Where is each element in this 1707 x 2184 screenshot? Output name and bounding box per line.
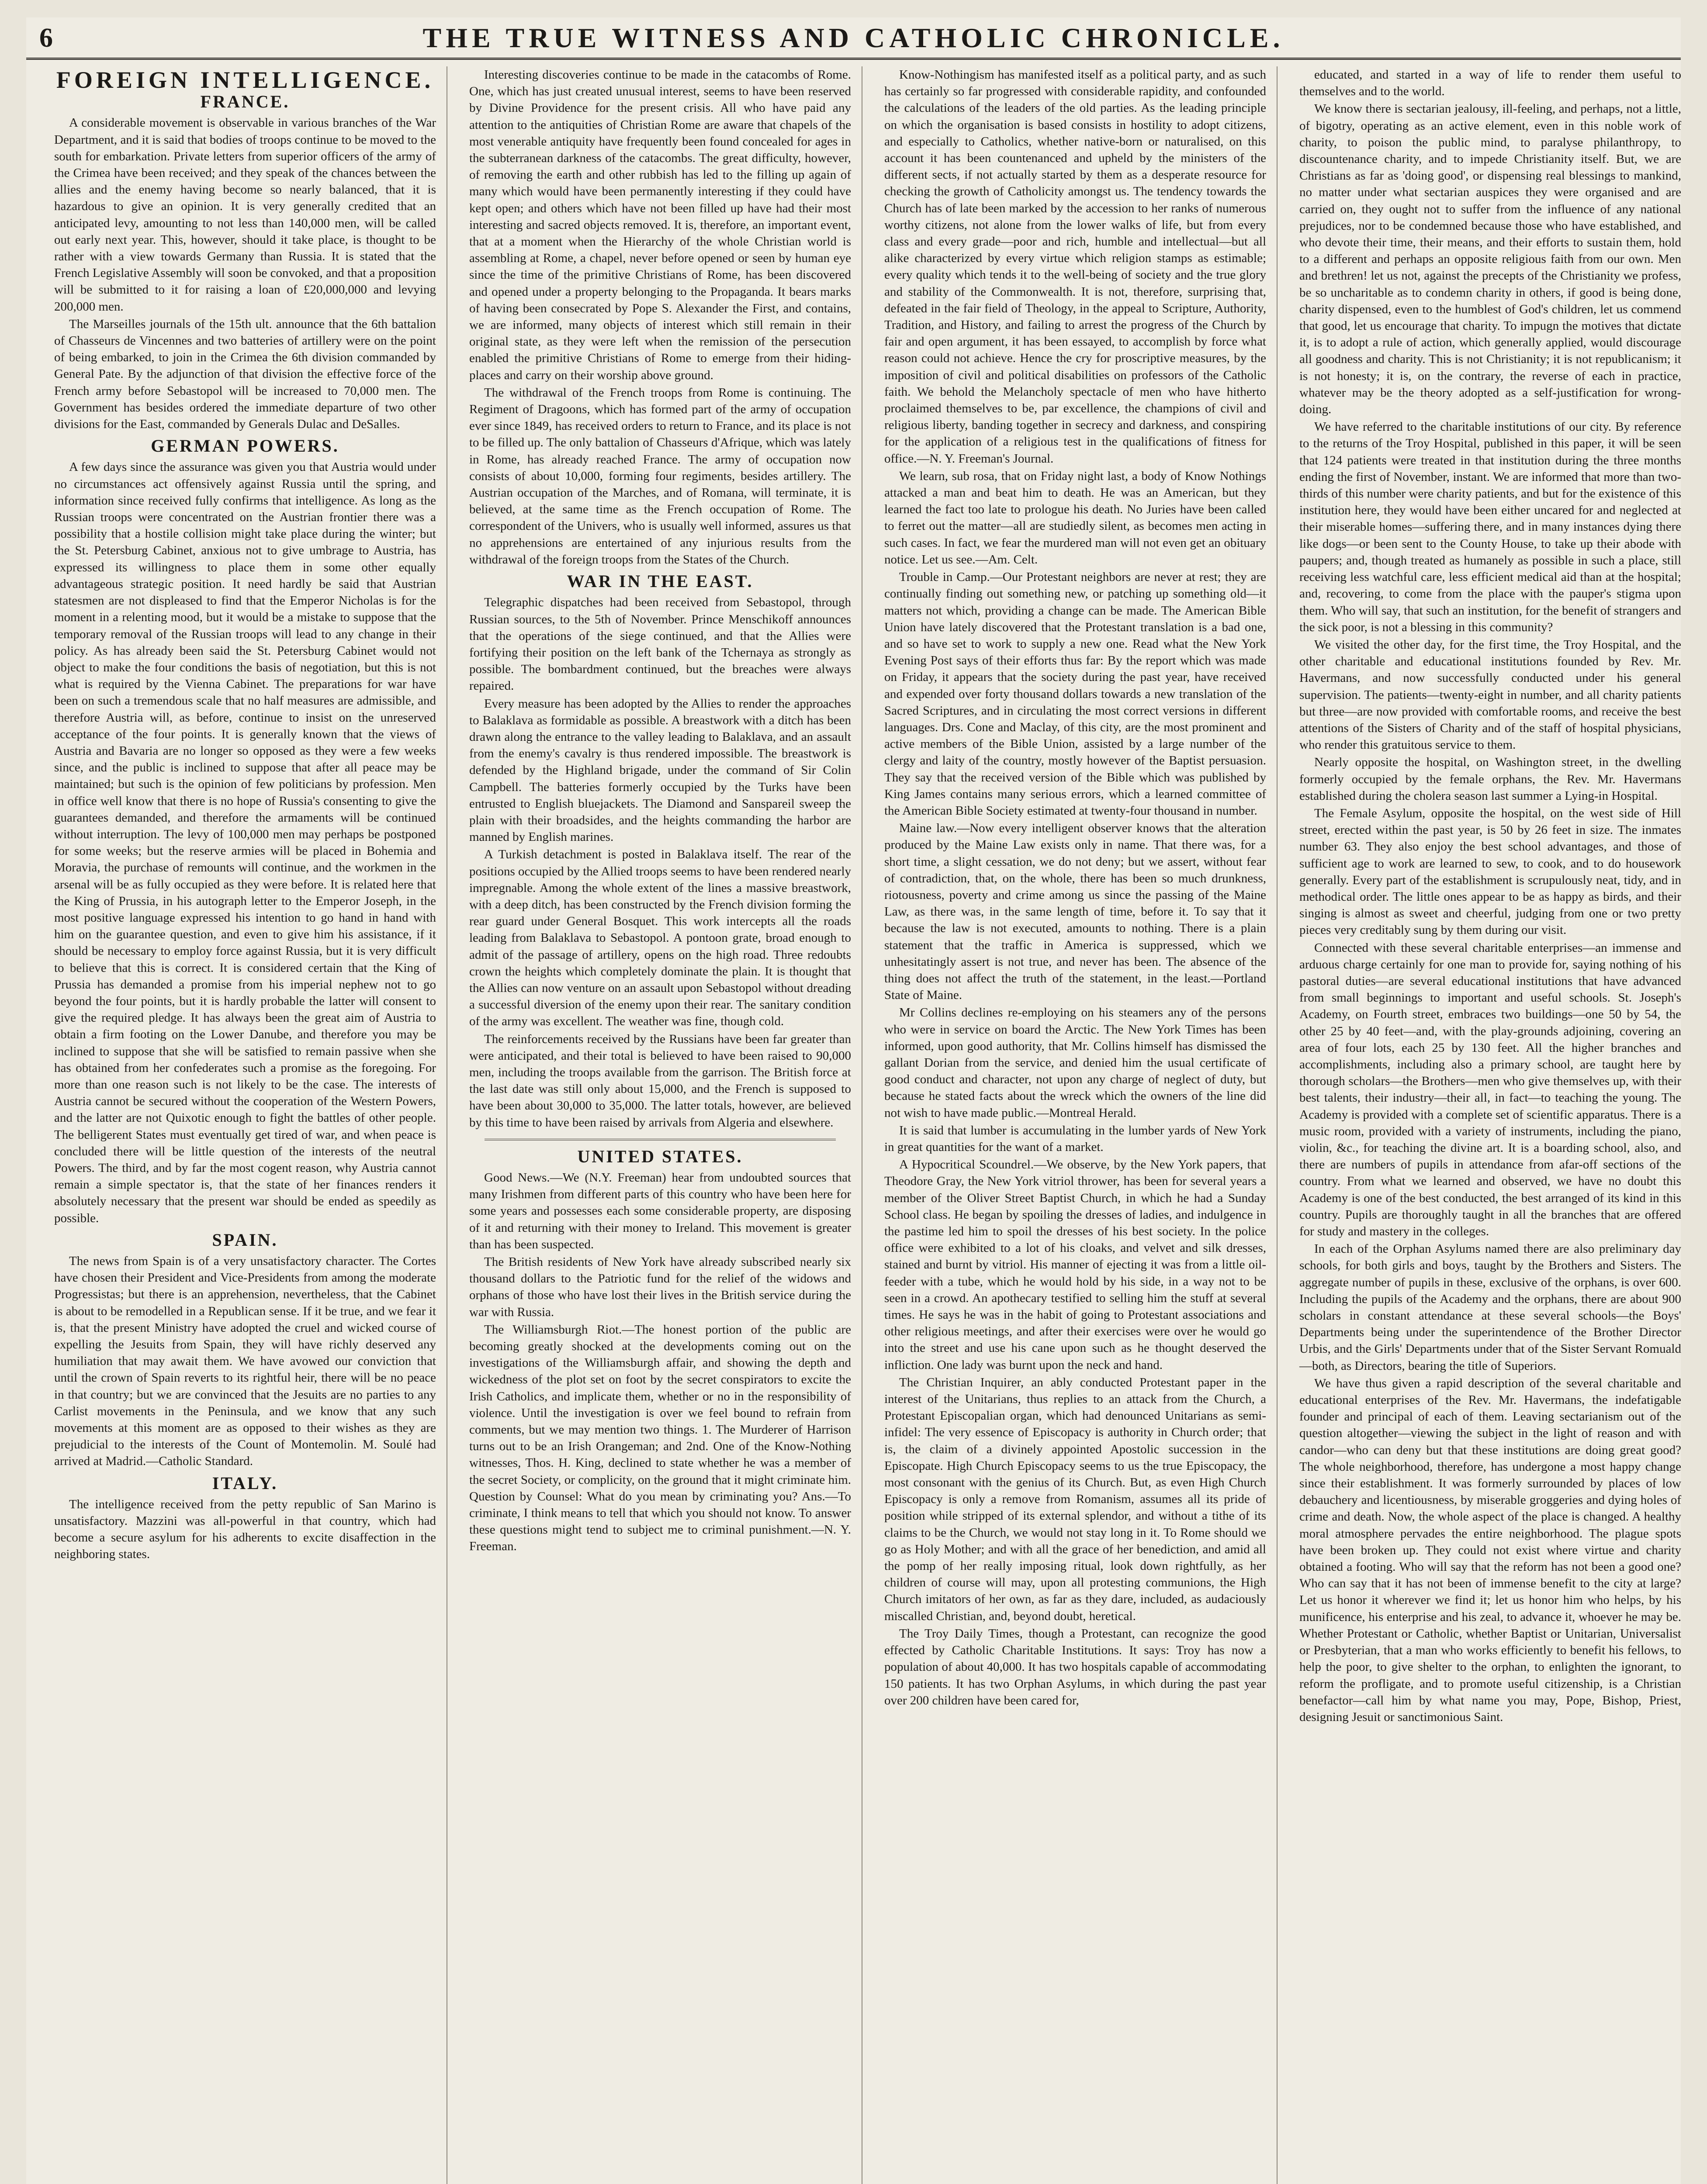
article-paragraph: Good News.—We (N.Y. Freeman) hear from undoubted sources that many Irishmen from different parts of this country who have been here for some years and possesses each some considerable property, are disposing of it and returning with their money to Ireland. This movement is greater than has been suspected. xyxy=(469,1171,851,1251)
section-heading: ITALY. xyxy=(212,1473,278,1493)
article-paragraph: The intelligence received from the petty republic of San Marino is unsatisfactory. Mazzini was all-powerful in that country, which had become a secure asylum for his adherents to excite disaffection in the neighboring states. xyxy=(54,1497,436,1562)
article-paragraph: We have thus given a rapid description of the several charitable and educational enterprises of the Rev. Mr. Havermans, the indefatigable founder and principal of each of them. Leaving sectarianism out of the question altogether—viewing the subject in the light of reason and with candor—who can deny but that these institutions are doing great good? The whole neighborhood, therefore, has undergone a most happy change since their establishment. It was formerly surrounded by places of low debauchery and licentiousness, by miserable groggeries and dying holes of crime and death. Now, the whole aspect of the place is changed. A healthy moral atmosphere pervades the entire neighborhood. The plague spots have been broken up. They could not exist where virtue and charity obtained a footing. Who will say that the reform has not been a good one? Who can say that it has not been of immense benefit to the city at large? Let us honor it wherever we find it; let us honor him who helps, by his munificence, his enterprise and his zeal, to advance it, whoever he may be. Whether Protestant or Catholic, whether Baptist or Unitarian, Universalist or Presbyterian, that a man who works efficiently to benefit his fellows, to help the poor, to give shelter to the orphan, to enlighten the ignorant, to reform the profligate, and to promote useful citizenship, is a Christian benefactor—call him by what name you may, Pope, Bishop, Priest, designing Jesuit or sanctimonious Saint. xyxy=(1299,1376,1681,1724)
column-1 xyxy=(44,66,447,2184)
article-paragraph: It is said that lumber is accumulating in the lumber yards of New York in great quantities for the want of a market. xyxy=(884,1123,1266,1154)
article-paragraph: Know-Nothingism has manifested itself as a political party, and as such has certainly so far progressed with considerable rapidity, and confounded the calculations of the leaders of the old parties. As the leading principle on which the organisation is based consists in hostility to adopt citizens, and especially to Catholics, whether native-born or naturalised, on this account it has been countenanced and upheld by the ministers of the different sects, if not actually started by them as a desperate resource for checking the growth of Catholicity amongst us. The tendency towards the Church has of late been marked by the accession to her ranks of numerous worthy citizens, not alone from the lower walks of life, but from every class and every grade—poor and rich, humble and intellectual—but all alike characterized by every virtue which religion stamps as estimable; every quality which tends it to the well-being of society and the true glory and stability of the Commonwealth. It is not, therefore, surprising that, defeated in the fair field of Theology, in the appeal to Scripture, Authority, Tradition, and History, and failing to arrest the progress of the Church by fair and open argument, it has been essayed, to accomplish by force what reason could not achieve. Hence the cry for proscriptive measures, by the imposition of civil and political disabilities on professors of the Catholic faith. We behold the Melancholy spectacle of men who have hitherto proclaimed themselves to be, par excellence, the champions of civil and religious liberty, banding together in secrecy and darkness, and conspiring for the application of a religious test in the qualifications of fitness for office.—N. Y. Freeman's Journal. xyxy=(884,68,1266,466)
article-paragraph: educated, and started in a way of life to render them useful to themselves and to the world. xyxy=(1299,68,1681,99)
article-paragraph: The withdrawal of the French troops from Rome is continuing. The Regiment of Dragoons, which has formed part of the army of occupation ever since 1849, has received orders to return to France, and its place is not to be filled up. The only battalion of Chasseurs d'Afrique, which was lately in Rome, has already reached France. The army of occupation now consists of about 10,000, forming four regiments, besides artillery. The Austrian occupation of the Marches, and of Romana, will terminate, it is believed, at the same time as the French occupation of Rome. The correspondent of the Univers, who is usually well informed, assures us that no apprehensions are entertained of any injurious results from the withdrawal of the foreign troops from the States of the Church. xyxy=(469,385,851,567)
section-heading: FRANCE. xyxy=(200,92,290,112)
newspaper-title: THE TRUE WITNESS AND CATHOLIC CHRONICLE. xyxy=(422,22,1285,53)
column-4 xyxy=(1289,66,1692,2184)
article-paragraph: The Female Asylum, opposite the hospital, on the west side of Hill street, erected within the past year, is 50 by 26 feet in size. The inmates number 63. They also enjoy the best school advantages, and those of sufficient age to work are learned to sew, to cook, and to do housework generally. Every part of the establishment is scrupulously neat, tidy, and in methodical order. The little ones appear to be as happy as birds, and their singing is almost as sweet and cheerful, judging from one or two pretty pieces very creditably sung by them during our visit. xyxy=(1299,806,1681,937)
article-paragraph: We visited the other day, for the first time, the Troy Hospital, and the other charitable and educational institutions founded by Rev. Mr. Havermans, and now successfully conducted under his general supervision. The patients—twenty-eight in number, and all charity patients but three—are now provided with comfortable rooms, and receive the best attentions of the Sisters of Charity and of the staff of hospital physicians, who render this gratuitous service to them. xyxy=(1299,637,1681,752)
section-heading: UNITED STATES. xyxy=(577,1146,743,1166)
article-paragraph: A Hypocritical Scoundrel.—We observe, by the New York papers, that Theodore Gray, the New York vitriol thrower, has been for several years a member of the Oliver Street Baptist Church, in which he had a Sunday School class. He began by spoiling the dresses of ladies, and indulgence in the pastime led him to spoil the dresses of his best society. In the police office were exhibited to a lot of his cloaks, and velvet and silk dresses, stained and burnt by vitriol. His manner of ejecting it was from a little oil-feeder with a tube, which he would hold by his side, in a way not to be seen in a crowd. An apothecary testified to selling him the stuff at several times. He says he was in the habit of going to Protestant associations and other religious meetings, and after their exercises were over he would go into the street and use his cane upon such as he thought deserved the infliction. One lady was burnt upon the neck and hand. xyxy=(884,1158,1266,1372)
section-heading: GERMAN POWERS. xyxy=(151,436,339,456)
article-paragraph: The Troy Daily Times, though a Protestant, can recognize the good effected by Catholic Charitable Institutions. It says: Troy has now a population of about 40,000. It has two hospitals capable of accommodating 150 patients. It has two Orphan Asylums, in which during the past year over 200 children have been cared for, xyxy=(884,1626,1266,1707)
article-paragraph: Interesting discoveries continue to be made in the catacombs of Rome. One, which has just created unusual interest, seems to have been reserved by Divine Providence for the present crisis. All who have paid any attention to the antiquities of Christian Rome are aware that chapels of the most venerable antiquity have frequently been found concealed for ages in the subterranean darkness of the catacombs. The great difficulty, however, of removing the earth and other rubbish has led to the filling up again of many which would have been permanently interesting if they could have kept open; and others which have not been filled up have had their most interesting and sacred objects removed. It is, therefore, an important event, that at a moment when the Hierarchy of the whole Christian world is assembling at Rome, a chapel, never before opened or seen by human eye since the time of the primitive Christians of Rome, has been discovered and opened under a property belonging to the Propaganda. It bears marks of having been consecrated by Pope S. Alexander the First, and contains, we are informed, many objects of interest which still remain in their original state, as they were left when the remission of the persecution enabled the primitive Christians of Rome to emerge from their hiding-places and carry on their worship above ground. xyxy=(469,68,851,382)
article-paragraph: In each of the Orphan Asylums named there are also preliminary day schools, for both girls and boys, taught by the Brothers and Sisters. The aggregate number of pupils in these, exclusive of the orphans, is over 600. Including the pupils of the Academy and the orphans, there are about 900 scholars in constant attendance at these several schools—the Boys' Departments being under the superintendence of the Brother Director Urbis, and the Girls' Departments under that of the Sister Servant Romuald—both, as Directors, bearing the title of Superiors. xyxy=(1299,1242,1681,1373)
article-paragraph: Maine law.—Now every intelligent observer knows that the alteration produced by the Maine Law exists only in name. That there was, for a short time, a slight cessation, we do not deny; but we assert, without fear of contradiction, that, on the whole, there has been so much drunkness, riotousness, poverty and crime among us since the passing of the Maine Law, as there was, in the same length of time, before it. To say that it because the law is not executed, amounts to nothing. There is a plain statement that the traffic in America is suppressed, which we unhesitatingly assert is not true, and never has been. The absence of the thing does not affect the truth of the statement, in the least.—Portland State of Maine. xyxy=(884,821,1266,1002)
article-paragraph: Nearly opposite the hospital, on Washington street, in the dwelling formerly occupied by the female orphans, the Rev. Mr. Havermans established during the cholera season last summer a Lying-in Hospital. xyxy=(1299,755,1681,803)
article-paragraph: Connected with these several charitable enterprises—an immense and arduous charge certainly for one man to provide for, saying nothing of his pastoral duties—are several educational institutions that have advanced from small beginnings to important and useful schools. St. Joseph's Academy, on Fourth street, embraces two buildings—one 50 by 54, the other 25 by 40 feet—and, with the play-grounds adjoining, covering an area of four lots, each 25 by 130 feet. All the higher branches and accomplishments, including also a primary school, are taught here by thorough scholars—the Brothers—men who give themselves up, with their best talents, their industry—their all, in fact—to teaching the young. The Academy is provided with a complete set of scientific apparatus. There is a music room, provided with a variety of instruments, including the piano, violin, &c., for teaching the divine art. It is a boarding school, also, and there are numbers of pupils in attendance from afar-off sections of the country. From what we learned and observed, we have no doubt this Academy is one of the best conducted, the best arranged of its kind in this country. Pupils are thoroughly taught in all the branches that are offered for study and mastery in the colleges. xyxy=(1299,940,1681,1239)
article-paragraph: We know there is sectarian jealousy, ill-feeling, and perhaps, not a little, of bigotry, operating as an active element, even in this noble work of charity, to poison the public mind, to paralyse philanthropy, to discountenance charity, and to impede Christianity itself. But, we are Christians as far as 'doing good', or dispensing real blessings to mankind, no matter under what sectarian auspices they were organised and are carried on, they ought not to suffer from the influence of any national prejudices, nor to be condemned because those who have established, and who devote their time, their means, and their efforts to sustain them, hold to a different and perhaps an opposite religious faith from our own. Men and brethren! let us not, against the precepts of the Christianity we profess, be so uncharitable as to condemn charity in others, if good is being done, charity dispensed, even to the humblest of God's children, let us commend that good, let us encourage that charity. To impugn the motives that dictate it, is to adopt a rule of action, which generally applied, would discourage all goodness and charity. This is not Christianity; it is not republicanism; it is not honesty; it is, on the contrary, the reverse of each in practice, whatever may be the theory adopted as a self-justification for wrong-doing. xyxy=(1299,102,1681,417)
article-paragraph: The Marseilles journals of the 15th ult. announce that the 6th battalion of Chasseurs de Vincennes and two batteries of artillery were on the point of being embarked, to join in the Crimea the 6th division commanded by General Pate. By the adjunction of that division the effective force of the French army before Sebastopol will be increased to 70,000 men. The Government has besides ordered the immediate departure of two other divisions for the East, commanded by Generals Dulac and DeSalles. xyxy=(54,317,436,432)
page-number: 6 xyxy=(39,23,53,53)
article-paragraph: Telegraphic dispatches had been received from Sebastopol, through Russian sources, to the 5th of November. Prince Menschikoff announces that the operations of the siege continued, and that the Allies were fortifying their position on the left bank of the Tchernaya as strongly as possible. The bombardment continued, but the breaches were always repaired. xyxy=(469,595,851,693)
column-2 xyxy=(459,66,862,2184)
article-paragraph: Every measure has been adopted by the Allies to render the approaches to Balaklava as formidable as possible. A breastwork with a ditch has been drawn along the entrance to the valley leading to Balaklava, and an assault from the enemy's cavalry is thus rendered impossible. The breastwork is defended by the Highland brigade, under the command of Sir Colin Campbell. The batteries formerly occupied by the Turks have been entrusted to English bluejackets. The Diamond and Sanspareil sweep the plain with their broadsides, and the heights commanding the harbor are manned by English marines. xyxy=(469,696,851,844)
newspaper-page xyxy=(26,17,1681,2184)
article-paragraph: A few days since the assurance was given you that Austria would under no circumstances act offensively against Russia until the spring, and information since received fully confirms that intelligence. As long as the Russian troops were concentrated on the Austrian frontier there was a possibility that a hostile collision might take place during the winter; but the St. Petersburg Cabinet, anxious not to give umbrage to Austria, has expressed its willingness to place them in some other equally advantageous strategic position. It need hardly be said that Austrian statesmen are not displeased to find that the Emperor Nicholas is for the moment in a relenting mood, but it would be a mistake to suppose that the temporary removal of the Russian troops will lead to any change in their policy. As has already been said the St. Petersburg Cabinet would not object to make the four conditions the basis of negotiation, but this is not what is required by the Vienna Cabinet. The preparations for war have been on such a tremendous scale that no half measures are admissible, and therefore Austria will, as before, continue to insist on the unreserved acceptance of the four points. It is generally known that the views of Austria and Bavaria are no longer so opposed as they were a few weeks since, and the public is inclined to suppose that after all peace may be maintained; but such is the opinion of few politicians by profession. Men in office well know that there is no hope of Russia's consenting to give the guarantees demanded, and therefore the armaments will be continued without interruption. The levy of 100,000 men may perhaps be postponed for some weeks; but the reserve armies will be placed in Bohemia and Moravia, the purchase of remounts will continue, and the workmen in the arsenal will be as fully occupied as they were before. It is related here that the King of Prussia, in his autograph letter to the Emperor Joseph, in the most positive language expressed his intention to go hand in hand with him on the guarantee question, and even to give him his assistance, if it should be necessary to employ force against Russia, but it is very difficult to believe that this is correct. It is considered certain that the King of Prussia has demanded a promise from his imperial nephew not to go beyond the four points, but it is hardly probable the latter will consent to give the required pledge. It has always been the great aim of Austria to obtain a firm footing on the Lower Danube, and therefore you may be inclined to suppose that she will be satisfied to remain passive when she has obtained from her confederates such a promise as the foregoing. For more than one reason such is not likely to be the case. The interests of Austria cannot be secured without the cooperation of the Western Powers, and the latter are not Quixotic enough to fight the battles of other people. The belligerent States must eventually get tired of war, and when peace is concluded there will be little question of the interests of the neutral Powers. The third, and by far the most cogent reason, why Austria cannot remain a simple spectator is, that the state of her finances renders it absolutely necessary that the present war should be ended as speedily as possible. xyxy=(54,460,436,1225)
section-divider xyxy=(485,1139,836,1140)
masthead xyxy=(26,17,1681,60)
article-paragraph: We learn, sub rosa, that on Friday night last, a body of Know Nothings attacked a man and beat him to death. He was an American, but they learned the fact too late to prologue his death. No Juries have been called to ferret out the matter—all are studiedly silent, as becomes men acting in such cases. In fact, we fear the murdered man will not even get an obituary notice. Let us see.—Am. Celt. xyxy=(884,469,1266,567)
article-paragraph: Mr Collins declines re-employing on his steamers any of the persons who were in service on board the Arctic. The New York Times has been informed, upon good authority, that Mr. Collins himself has dismissed the gallant Dorian from the service, and denied him the usual certificate of good conduct and character, not upon any charge of neglect of duty, but because he stated facts about the wreck which the owners of the line did not wish to have made public.—Montreal Herald. xyxy=(884,1006,1266,1120)
article-paragraph: We have referred to the charitable institutions of our city. By reference to the returns of the Troy Hospital, published in this paper, it will be seen that 124 patients were treated in that institution during the three months ending the first of November, instant. We are informed that more than two-thirds of this number were charity patients, and but for the existence of this institution here, they would have been either uncared for and neglected at their miserable homes—suffering there, and in many instances dying there like dogs—or been sent to the County House, to take up their abode with paupers; and, though treated as humanely as possible in such a place, still receiving less watchful care, less efficient medical aid than at the hospital; and, recovering, to come from the place with the pauper's stigma upon them. Who will say, that such an institution, for the benefit of strangers and the sick poor, is not a blessing in this community? xyxy=(1299,420,1681,634)
columns xyxy=(44,66,1681,2184)
section-heading: SPAIN. xyxy=(212,1230,278,1250)
article-paragraph: The reinforcements received by the Russians have been far greater than were anticipated, and their total is believed to have been raised to 90,000 men, including the troops available from the garrison. The British force at the last date was still only about 15,000, and the French is supposed to have been about 30,000 to 35,000. The latter totals, however, are believed by this time to have been raised by arrivals from Algeria and elsewhere. xyxy=(469,1032,851,1130)
article-paragraph: The Christian Inquirer, an ably conducted Protestant paper in the interest of the Unitarians, thus replies to an attack from the Church, a Protestant Episcopalian organ, which had denounced Unitarians as semi-infidel: The very essence of Episcopacy is authority in Church order; that is, the claim of a divinely appointed Apostolic succession in the Episcopate. High Church Episcopacy seems to us the true Episcopacy, the most consonant with the genius of its Church. But, as even High Church Episcopacy is only a remove from Romanism, assumes all its pride of position while stripped of its external splendor, and without a tithe of its claims to be the Church, we would not stay long in it. To Rome should we go as Holy Mother; and with all the grace of her benediction, and amid all the pomp of her really imposing ritual, look down rightfully, as her children of course will may, upon all protesting communions, the High Church imitators of her own, as far as they dare, included, as audaciously miscalled Christian, and, beyond doubt, heretical. xyxy=(884,1375,1266,1623)
section-heading: FOREIGN INTELLIGENCE. xyxy=(56,67,434,93)
column-3 xyxy=(874,66,1278,2184)
article-paragraph: A considerable movement is observable in various branches of the War Department, and it is said that bodies of troops continue to be moved to the south for embarkation. Private letters from superior officers of the army of the Crimea have been received; and they speak of the chances between the allies and the enemy having become so nearly balanced, that it is hazardous to give an opinion. It is very generally credited that an anticipated levy, amounting to not less than 140,000 men, will be called out early next year. This, however, should it take place, is thought to be rather with a view towards Germany than Russia. It is stated that the French Legislative Assembly will soon be convoked, and that a proposition will be submitted to it for raising a loan of £20,000,000 and levying 200,000 men. xyxy=(54,116,436,314)
section-heading: WAR IN THE EAST. xyxy=(567,571,754,591)
article-paragraph: A Turkish detachment is posted in Balaklava itself. The rear of the positions occupied by the Allied troops seems to have been rendered nearly impregnable. Among the whole extent of the lines a massive breastwork, with a deep ditch, has been constructed by the French division forming the rear guard under General Bosquet. This work intercepts all the roads leading from Balaklava to Sebastopol. A pontoon grate, broad enough to admit of the passage of artillery, opens on the high road. Three redoubts crown the heights which completely dominate the plain. It is thought that the Allies can now venture on an assault upon Sebastopol without dreading a successful diversion of the enemy upon their rear. The sanitary condition of the army was excellent. The weather was fine, though cold. xyxy=(469,847,851,1029)
article-paragraph: Trouble in Camp.—Our Protestant neighbors are never at rest; they are continually finding out something new, or patching up something old—it matters not which, providing a change can be made. The American Bible Union have lately discovered that the Protestant translation is a bad one, and so have set to work to supply a new one. Read what the New York Evening Post says of their efforts thus far: By the report which was made on Friday, it appears that the society during the past year, have received and expended over forty thousand dollars towards a new translation of the Sacred Scriptures, and in circulating the most correct versions in different languages. Drs. Cone and Maclay, of this city, are the most prominent and active members of the Bible Union, assisted by a large number of the clergy and laity of the country, mostly however of the Baptist persuasion. They say that the received version of the Bible which was published by King James contains many serious errors, which a learned committee of the American Bible Society estimated at twenty-four thousand in number. xyxy=(884,570,1266,818)
article-paragraph: The Williamsburgh Riot.—The honest portion of the public are becoming greatly shocked at the developments coming out on the investigations of the Williamsburgh affair, and showing the depth and wickedness of the plot set on foot by the secret conspirators to excite the Irish Catholics, and implicate them, whether or no in the responsibility of violence. Until the investigation is over we feel bound to refrain from comments, but we may mention two things. 1. The Murderer of Harrison turns out to be an Irish Orangeman; and 2nd. One of the Know-Nothing witnesses, Thos. H. King, declined to state whether he was a member of the secret Society, or complicity, on the ground that it might criminate him. Question by Counsel: What do you mean by criminating you? Ans.—To criminate, I think means to tell that which you should not know. To answer these questions might tend to subject me to criminal punishment.—N. Y. Freeman. xyxy=(469,1322,851,1554)
article-paragraph: The news from Spain is of a very unsatisfactory character. The Cortes have chosen their President and Vice-Presidents from among the moderate Progressistas; but there is an apprehension, nevertheless, that the Cabinet is about to be remodelled in a Republican sense. If it be true, and we fear it is, that the present Ministry have adopted the cruel and wicked course of expelling the Jesuits from Spain, they will have richly deserved any humiliation that may await them. We have avowed our conviction that until the crown of Spain reverts to its rightful heir, there will be no peace in that country; but we are convinced that the Jesuits are no parties to any Carlist movements in the Peninsula, and we know that any such movements at this moment are as opposed to their wishes as they are prejudicial to the interests of the Count of Montemolin. M. Soulé had arrived at Madrid.—Catholic Standard. xyxy=(54,1254,436,1469)
article-paragraph: The British residents of New York have already subscribed nearly six thousand dollars to the Patriotic fund for the relief of the widows and orphans of those who have lost their lives in the British service during the war with Russia. xyxy=(469,1255,851,1319)
